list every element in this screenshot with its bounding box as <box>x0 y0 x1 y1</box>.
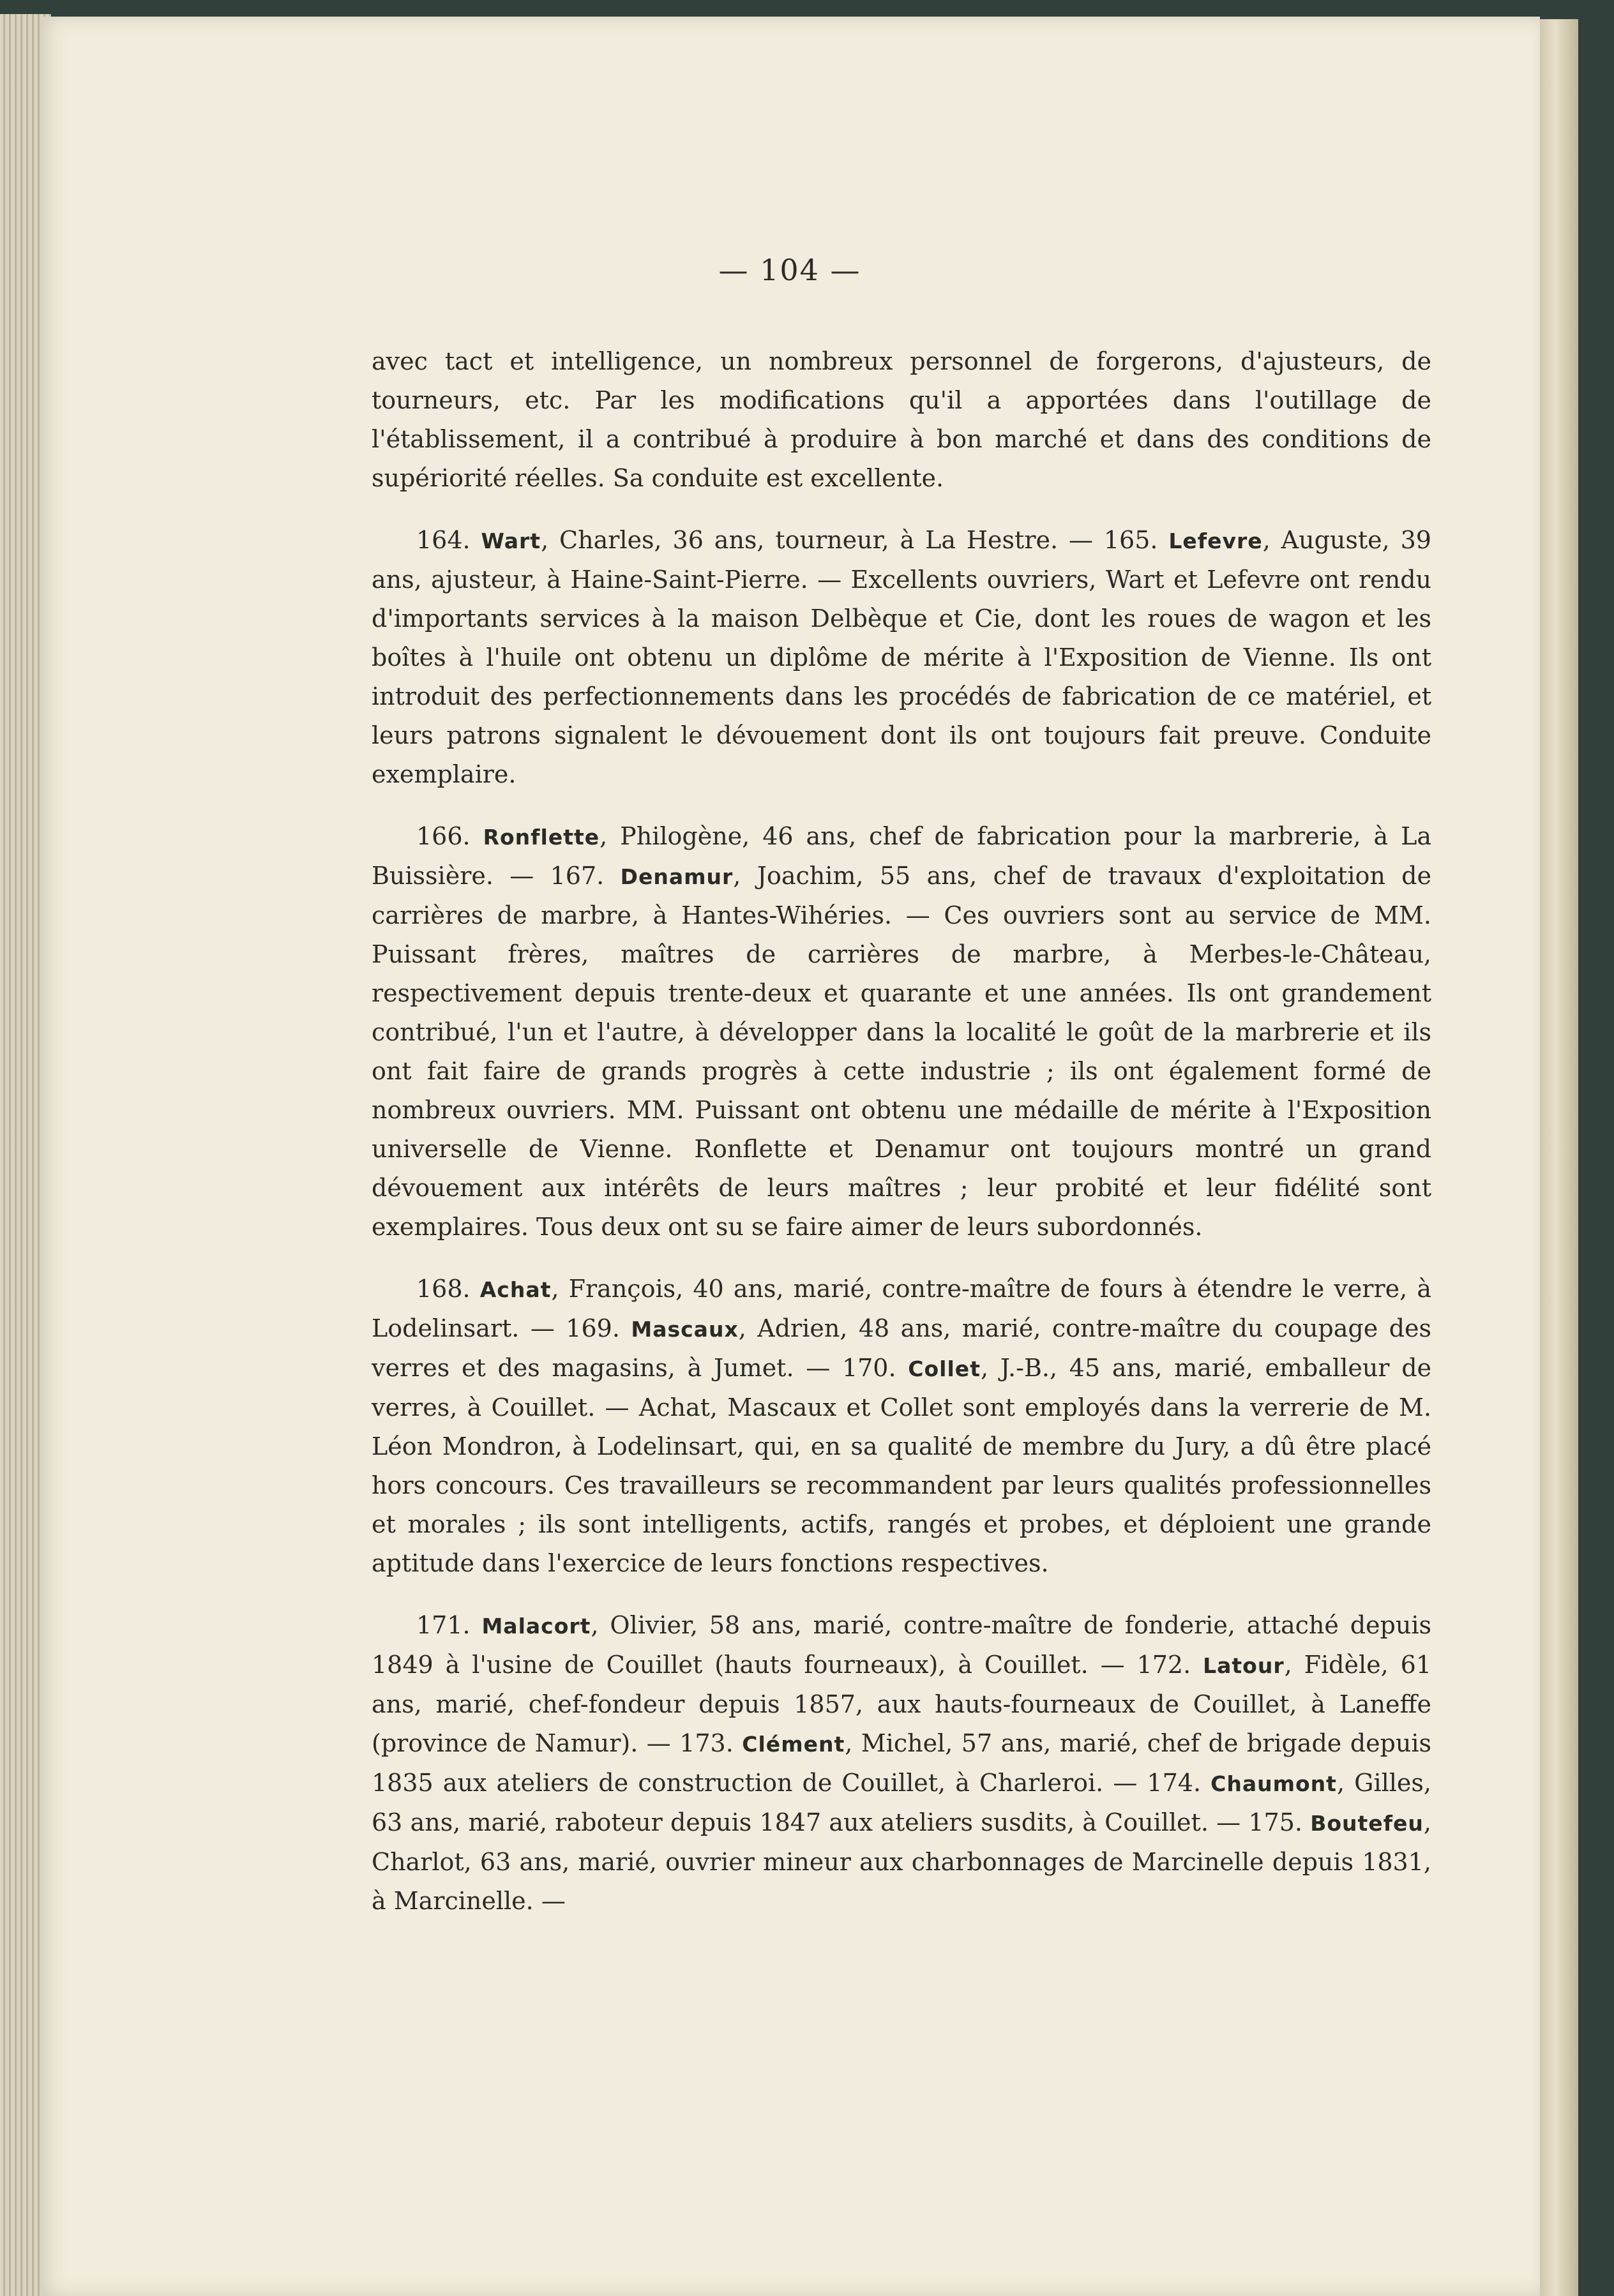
next-page-edges <box>1540 19 1578 2296</box>
text-run: , Charlot, 63 ans, marié, ouvrier mineur aux charbonnages de Marcinelle depuis 1831, à Marcinelle. — <box>372 1808 1431 1915</box>
person-name: Lefevre <box>1168 529 1263 553</box>
person-name: Malacort <box>481 1614 591 1639</box>
person-name: Ronflette <box>483 825 600 850</box>
text-run: 171. <box>416 1611 482 1639</box>
person-name: Latour <box>1203 1653 1285 1678</box>
text-run: , Charles, 36 ans, tourneur, à La Hestre. — 165. <box>541 526 1169 554</box>
person-name: Boutefeu <box>1310 1811 1424 1836</box>
text-run: 164. <box>416 526 481 554</box>
person-name: Mascaux <box>631 1317 739 1342</box>
text-run: , Gilles, 63 ans, marié, raboteur depuis 1847 aux ateliers susdits, à Couillet. — 175. <box>372 1769 1432 1836</box>
person-name: Chaumont <box>1210 1771 1337 1796</box>
text-run: , Olivier, 58 ans, marié, contre-maître de fonderie, attaché depuis 1849 à l'usine de Couillet (hauts fourneaux), à Couillet. — 172. <box>372 1611 1431 1679</box>
paragraph-p2 <box>372 817 1431 1247</box>
text-run: , Fidèle, 61 ans, marié, chef-fondeur depuis 1857, aux hauts-fourneaux de Couillet, à Laneffe (province de Namur). — 173. <box>372 1651 1432 1757</box>
text-run: , J.-B., 45 ans, marié, emballeur de verres, à Couillet. — Achat, Mascaux et Collet sont employés dans la verrerie de M. Léon Mondron, à Lodelinsart, qui, en sa qualité de membre du Jury, a dû être placé hors concours. Ces travailleurs se recommandent par leurs qualités professionnelles et morales ; ils sont intelligents, actifs, rangés et probes, et déploient une grande aptitude dans l'exercice de leurs fonctions respectives. <box>372 1354 1432 1577</box>
paragraph-p1 <box>372 521 1431 794</box>
text-run: , Michel, 57 ans, marié, chef de brigade depuis 1835 aux ateliers de construction de Couillet, à Charleroi. — 174. <box>372 1729 1432 1797</box>
body-text <box>372 342 1431 1944</box>
person-name: Collet <box>908 1356 981 1381</box>
person-name: Denamur <box>620 864 734 889</box>
page <box>40 17 1540 2296</box>
paragraph-p0 <box>372 342 1431 498</box>
text-run: , Auguste, 39 ans, ajusteur, à Haine-Saint-Pierre. — Excellents ouvriers, Wart et Lefevre ont rendu d'importants services à la maison Delbèque et Cie, dont les roues de wagon et les boîtes à l'huile ont obtenu un diplôme de mérite à l'Exposition de Vienne. Ils ont introduit des perfectionnements dans les procédés de fabrication de ce matériel, et leurs patrons signalent le dévouement dont ils ont toujours fait preuve. Conduite exemplaire. <box>372 526 1431 788</box>
person-name: Wart <box>481 529 541 553</box>
page-number: — 104 — <box>718 253 861 287</box>
person-name: Achat <box>479 1277 552 1302</box>
person-name: Clément <box>742 1732 845 1757</box>
text-run: , Joachim, 55 ans, chef de travaux d'exploitation de carrières de marbre, à Hantes-Wihéries. — Ces ouvriers sont au service de MM. Puissant frères, maîtres de carrières de marbre, à Merbes-le-Château, respectivement depuis trente-deux et quarante et une années. Ils ont grandement contribué, l'un et l'autre, à développer dans la localité le goût de la marbrerie et ils ont fait faire de grands progrès à cette industrie ; ils ont également formé de nombreux ouvriers. MM. Puissant ont obtenu une médaille de mérite à l'Exposition universelle de Vienne. Ronflette et Denamur ont toujours montré un grand dévouement aux intérêts de leurs maîtres ; leur probité et leur fidélité sont exemplaires. Tous deux ont su se faire aimer de leurs subordonnés. <box>372 862 1431 1241</box>
text-run: , François, 40 ans, marié, contre-maître de fours à étendre le verre, à Lodelinsart. — 169. <box>372 1275 1431 1342</box>
text-run: avec tact et intelligence, un nombreux personnel de forgerons, d'ajusteurs, de tourneurs, etc. Par les modifications qu'il a apportées dans l'outillage de l'établissement, il a contribué à produire à bon marché et dans des conditions de supériorité réelles. Sa conduite est excellente. <box>372 347 1431 492</box>
text-run: , Adrien, 48 ans, marié, contre-maître du coupage des verres et des magasins, à Jumet. — 170. <box>372 1314 1431 1382</box>
text-run: 166. <box>416 822 483 850</box>
paragraph-p3 <box>372 1270 1431 1583</box>
text-run: , Philogène, 46 ans, chef de fabrication pour la marbrerie, à La Buissière. — 167. <box>372 822 1431 890</box>
paragraph-p4 <box>372 1606 1431 1921</box>
text-run: 168. <box>416 1275 480 1303</box>
